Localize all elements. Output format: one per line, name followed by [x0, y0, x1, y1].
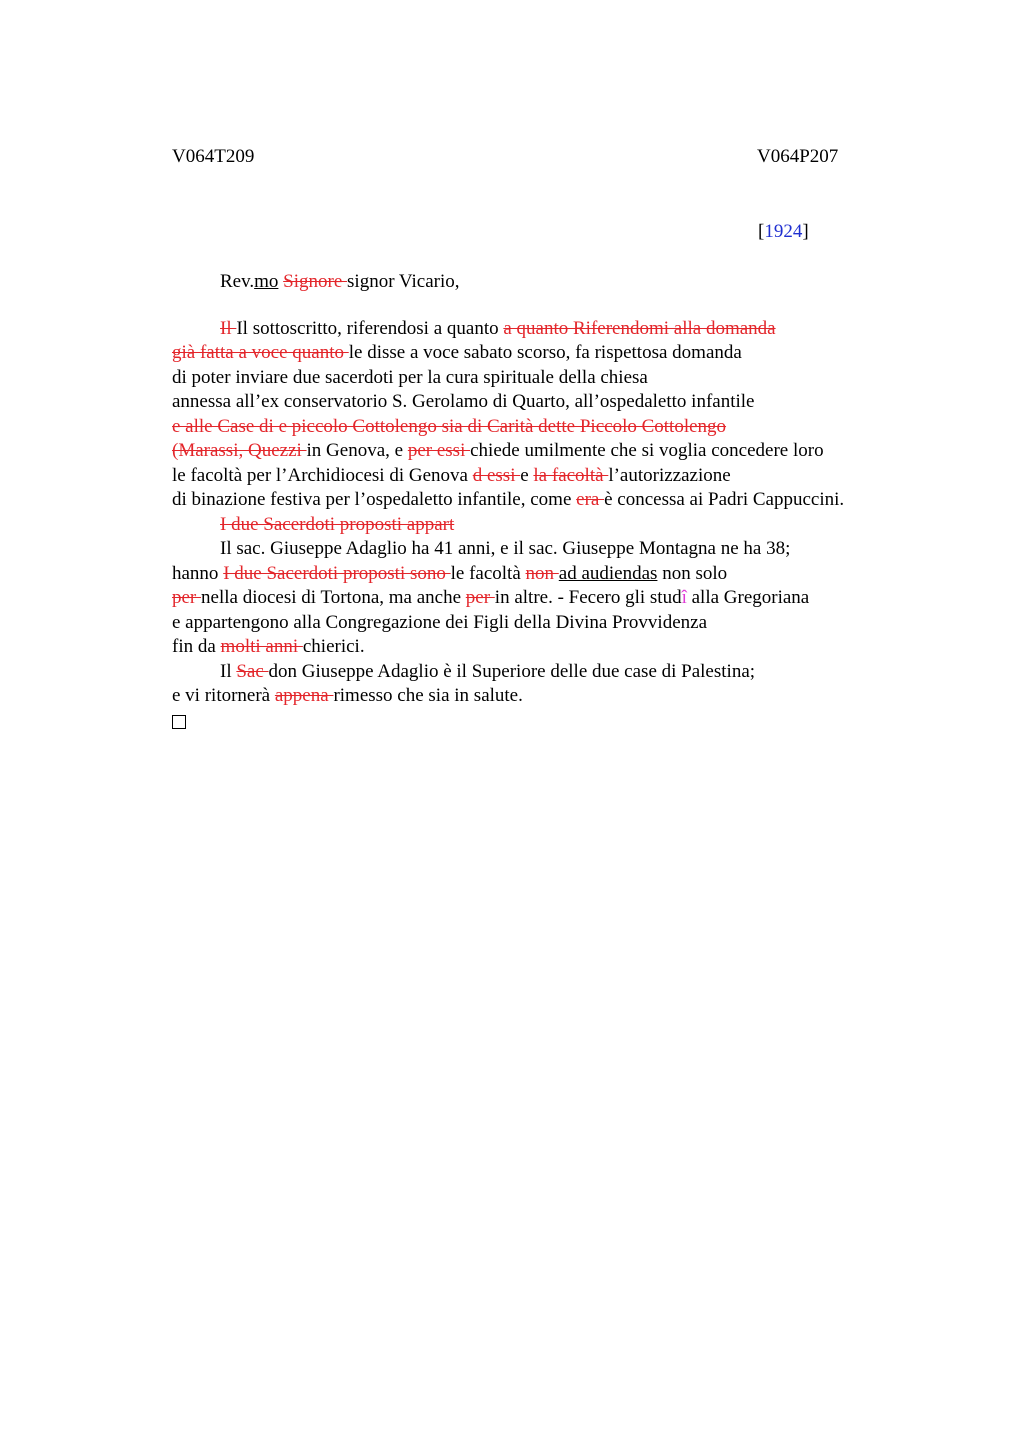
text-line	[172, 464, 952, 489]
deleted-text: per	[465, 587, 495, 608]
text-run: Il sac. Giuseppe Adaglio ha 41 anni, e il sac. Giuseppe Montagna ne ha 38;	[220, 538, 791, 559]
text-line	[172, 366, 952, 391]
deleted-text: a quanto Riferendomi alla domanda	[503, 317, 776, 339]
letter-body	[172, 270, 952, 733]
text-run: rimesso che sia in salute.	[333, 685, 523, 706]
text-run: le disse a voce sabato scorso, fa rispettosa domanda	[348, 342, 742, 363]
text-line	[172, 341, 952, 366]
text-run: chiede umilmente che si voglia concedere loro	[470, 440, 824, 461]
deleted-text: appena	[274, 685, 334, 706]
text-run: annessa all’ex conservatorio S. Gerolamo di Quarto, all’ospedaletto infantile	[172, 391, 755, 412]
year-text: 1924	[764, 221, 803, 242]
text-run: Rev.	[220, 271, 255, 292]
document-code-right: V064P207	[757, 146, 839, 167]
text-run: Il	[220, 660, 237, 682]
date-bracket	[758, 221, 809, 243]
text-line	[172, 562, 952, 587]
text-run: e appartengono alla Congregazione dei Figli della Divina Provvidenza	[172, 611, 707, 633]
text-run: le facoltà	[450, 562, 526, 584]
text-run: in altre. - Fecero gli stud	[494, 587, 682, 608]
text-line	[172, 537, 952, 562]
text-run: non solo	[657, 562, 728, 584]
salutation	[172, 270, 952, 295]
text-line	[172, 586, 952, 611]
text-run: e vi ritornerà	[172, 685, 275, 706]
bracket-close: ]	[802, 221, 809, 242]
text-run: hanno	[172, 562, 224, 584]
text-line	[172, 635, 952, 660]
deleted-text: I due Sacerdoti proposti sono	[223, 562, 451, 584]
bracket-open: [	[758, 221, 765, 242]
deleted-text: molti anni	[220, 636, 303, 657]
deleted-text: Sac	[236, 660, 269, 682]
text-run: di poter inviare due sacerdoti per la cura spirituale della chiesa	[172, 366, 648, 388]
text-run: nella diocesi di Tortona, ma anche	[201, 587, 466, 608]
deleted-text: (Marassi, Quezzi	[172, 440, 307, 461]
text-line	[172, 488, 952, 513]
text-run: alla Gregoriana	[686, 587, 810, 608]
text-run: l’autorizzazione	[608, 464, 731, 486]
deleted-text: la facoltà	[533, 464, 609, 486]
text-run: Il sottoscritto, riferendosi a quanto	[236, 317, 504, 339]
document-code-left: V064T209	[172, 146, 255, 167]
end-marker-line	[172, 709, 952, 734]
text-line	[172, 317, 952, 342]
text-line	[172, 660, 952, 685]
deleted-text: per	[172, 587, 202, 608]
text-line	[172, 684, 952, 709]
square-box-icon	[172, 715, 186, 729]
text-line	[172, 415, 952, 440]
accent-mark: î	[681, 587, 687, 608]
deleted-text: e alle Case di e piccolo Cottolengo sia di Carità dette Piccolo Cottolengo	[172, 415, 727, 437]
text-line	[172, 439, 952, 464]
paragraph-gap	[172, 295, 952, 317]
text-line	[172, 513, 952, 538]
text-line	[172, 611, 952, 636]
text-run: di binazione festiva per l’ospedaletto infantile, come	[172, 489, 577, 510]
text-run: è concessa ai Padri Cappuccini.	[604, 489, 845, 510]
text-line	[172, 390, 952, 415]
underlined-text: mo	[254, 271, 279, 292]
text-run: fin da	[172, 636, 221, 657]
underlined-text: ad audiendas	[558, 562, 658, 584]
text-run: don Giuseppe Adaglio è il Superiore delle due case di Palestina;	[268, 660, 756, 682]
text-run: chierici.	[302, 636, 365, 657]
text-run: le facoltà per l’Archidiocesi di Genova	[172, 464, 473, 486]
text-run: e	[520, 464, 534, 486]
deleted-text: Signore	[283, 271, 348, 292]
deleted-text: d essi	[472, 464, 521, 486]
deleted-text: era	[576, 489, 605, 510]
deleted-text: già fatta a voce quanto	[172, 342, 349, 363]
deleted-text: non	[525, 562, 559, 584]
deleted-text: I due Sacerdoti proposti appart	[220, 513, 455, 535]
deleted-text: Il	[220, 317, 237, 339]
text-run: signor Vicario,	[347, 271, 460, 292]
deleted-text: per essi	[407, 440, 471, 461]
text-run: in Genova, e	[306, 440, 408, 461]
